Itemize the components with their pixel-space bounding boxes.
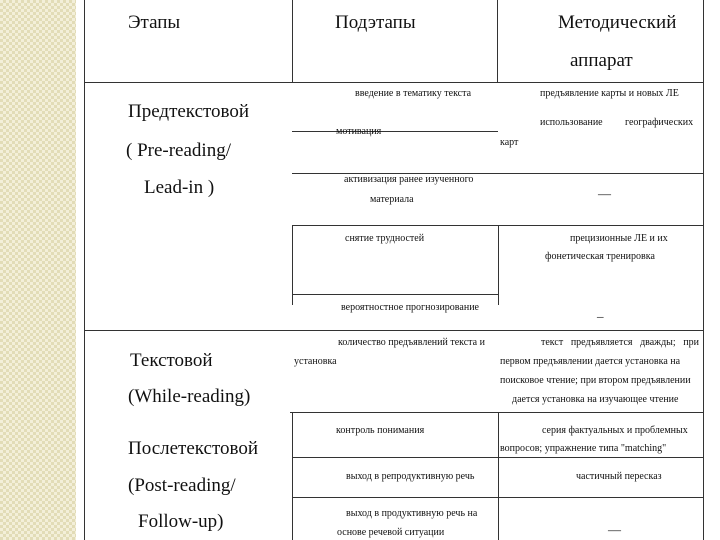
method-text: использование: [540, 117, 603, 128]
method-dash: _: [597, 304, 604, 319]
method-text: поисковое чтение; при втором предъявлении: [500, 375, 691, 386]
stage-divider: [290, 412, 703, 413]
substage-text: вероятностное прогнозирование: [341, 302, 479, 313]
stage-divider: [84, 330, 704, 331]
stage-pretext-en2: Lead-in ): [144, 177, 215, 198]
header-method-line2: аппарат: [570, 50, 633, 71]
column-divider: [292, 0, 293, 82]
substage-text: мотивация: [336, 126, 382, 137]
header-substages: Подэтапы: [335, 12, 416, 33]
method-text: первом предъявлении дается установка на: [500, 356, 681, 367]
substage-text: активизация ранее изученного: [344, 174, 474, 185]
stage-posttext-en1: (Post-reading/: [128, 475, 236, 496]
substage-text: количество предъявлений текста и: [338, 337, 485, 348]
row-divider: [292, 294, 498, 295]
substage-text: материала: [370, 194, 414, 205]
substage-text: контроль понимания: [336, 425, 425, 436]
method-text: текст предъявляется дважды; при: [541, 337, 699, 348]
substage-text: выход в репродуктивную речь: [346, 471, 475, 482]
stage-posttext-name: Послетекстовой: [128, 438, 259, 459]
column-divider: [498, 412, 499, 540]
stage-text-name: Текстовой: [130, 350, 213, 371]
method-text: географических: [625, 117, 694, 128]
substage-text: введение в тематику текста: [355, 88, 472, 99]
table-border-left: [84, 0, 85, 540]
column-divider: [497, 0, 498, 82]
method-dash: —: [598, 186, 611, 201]
method-text: вопросов; упражнение типа "matching": [500, 443, 667, 454]
header-divider: [84, 82, 704, 83]
stage-text-en: (While-reading): [128, 386, 251, 407]
column-divider: [292, 225, 293, 305]
column-divider: [292, 412, 293, 540]
substage-text: установка: [294, 356, 337, 367]
table-border-right: [703, 0, 704, 540]
method-text: дается установка на изучающее чтение: [512, 394, 679, 405]
method-text: карт: [500, 137, 519, 148]
method-text: прецизионные ЛЕ и их: [570, 233, 668, 244]
substage-text: основе речевой ситуации: [337, 527, 445, 538]
method-text: частичный пересказ: [576, 471, 662, 482]
stage-pretext-name: Предтекстовой: [128, 101, 250, 122]
stage-posttext-en2: Follow-up): [138, 511, 224, 532]
substage-text: снятие трудностей: [345, 233, 425, 244]
header-stages: Этапы: [128, 12, 181, 33]
method-text: предъявление карты и новых ЛЕ: [540, 88, 679, 99]
row-divider: [292, 131, 498, 132]
header-method-line1: Методический: [558, 12, 677, 33]
column-divider: [498, 225, 499, 305]
stage-pretext-en1: ( Pre-reading/: [126, 140, 231, 161]
method-text: фонетическая тренировка: [545, 251, 655, 262]
method-text: серия фактуальных и проблемных: [542, 425, 688, 436]
substage-text: выход в продуктивную речь на: [346, 508, 478, 519]
method-dash: —: [608, 522, 621, 537]
decorative-pattern-strip: [0, 0, 76, 540]
